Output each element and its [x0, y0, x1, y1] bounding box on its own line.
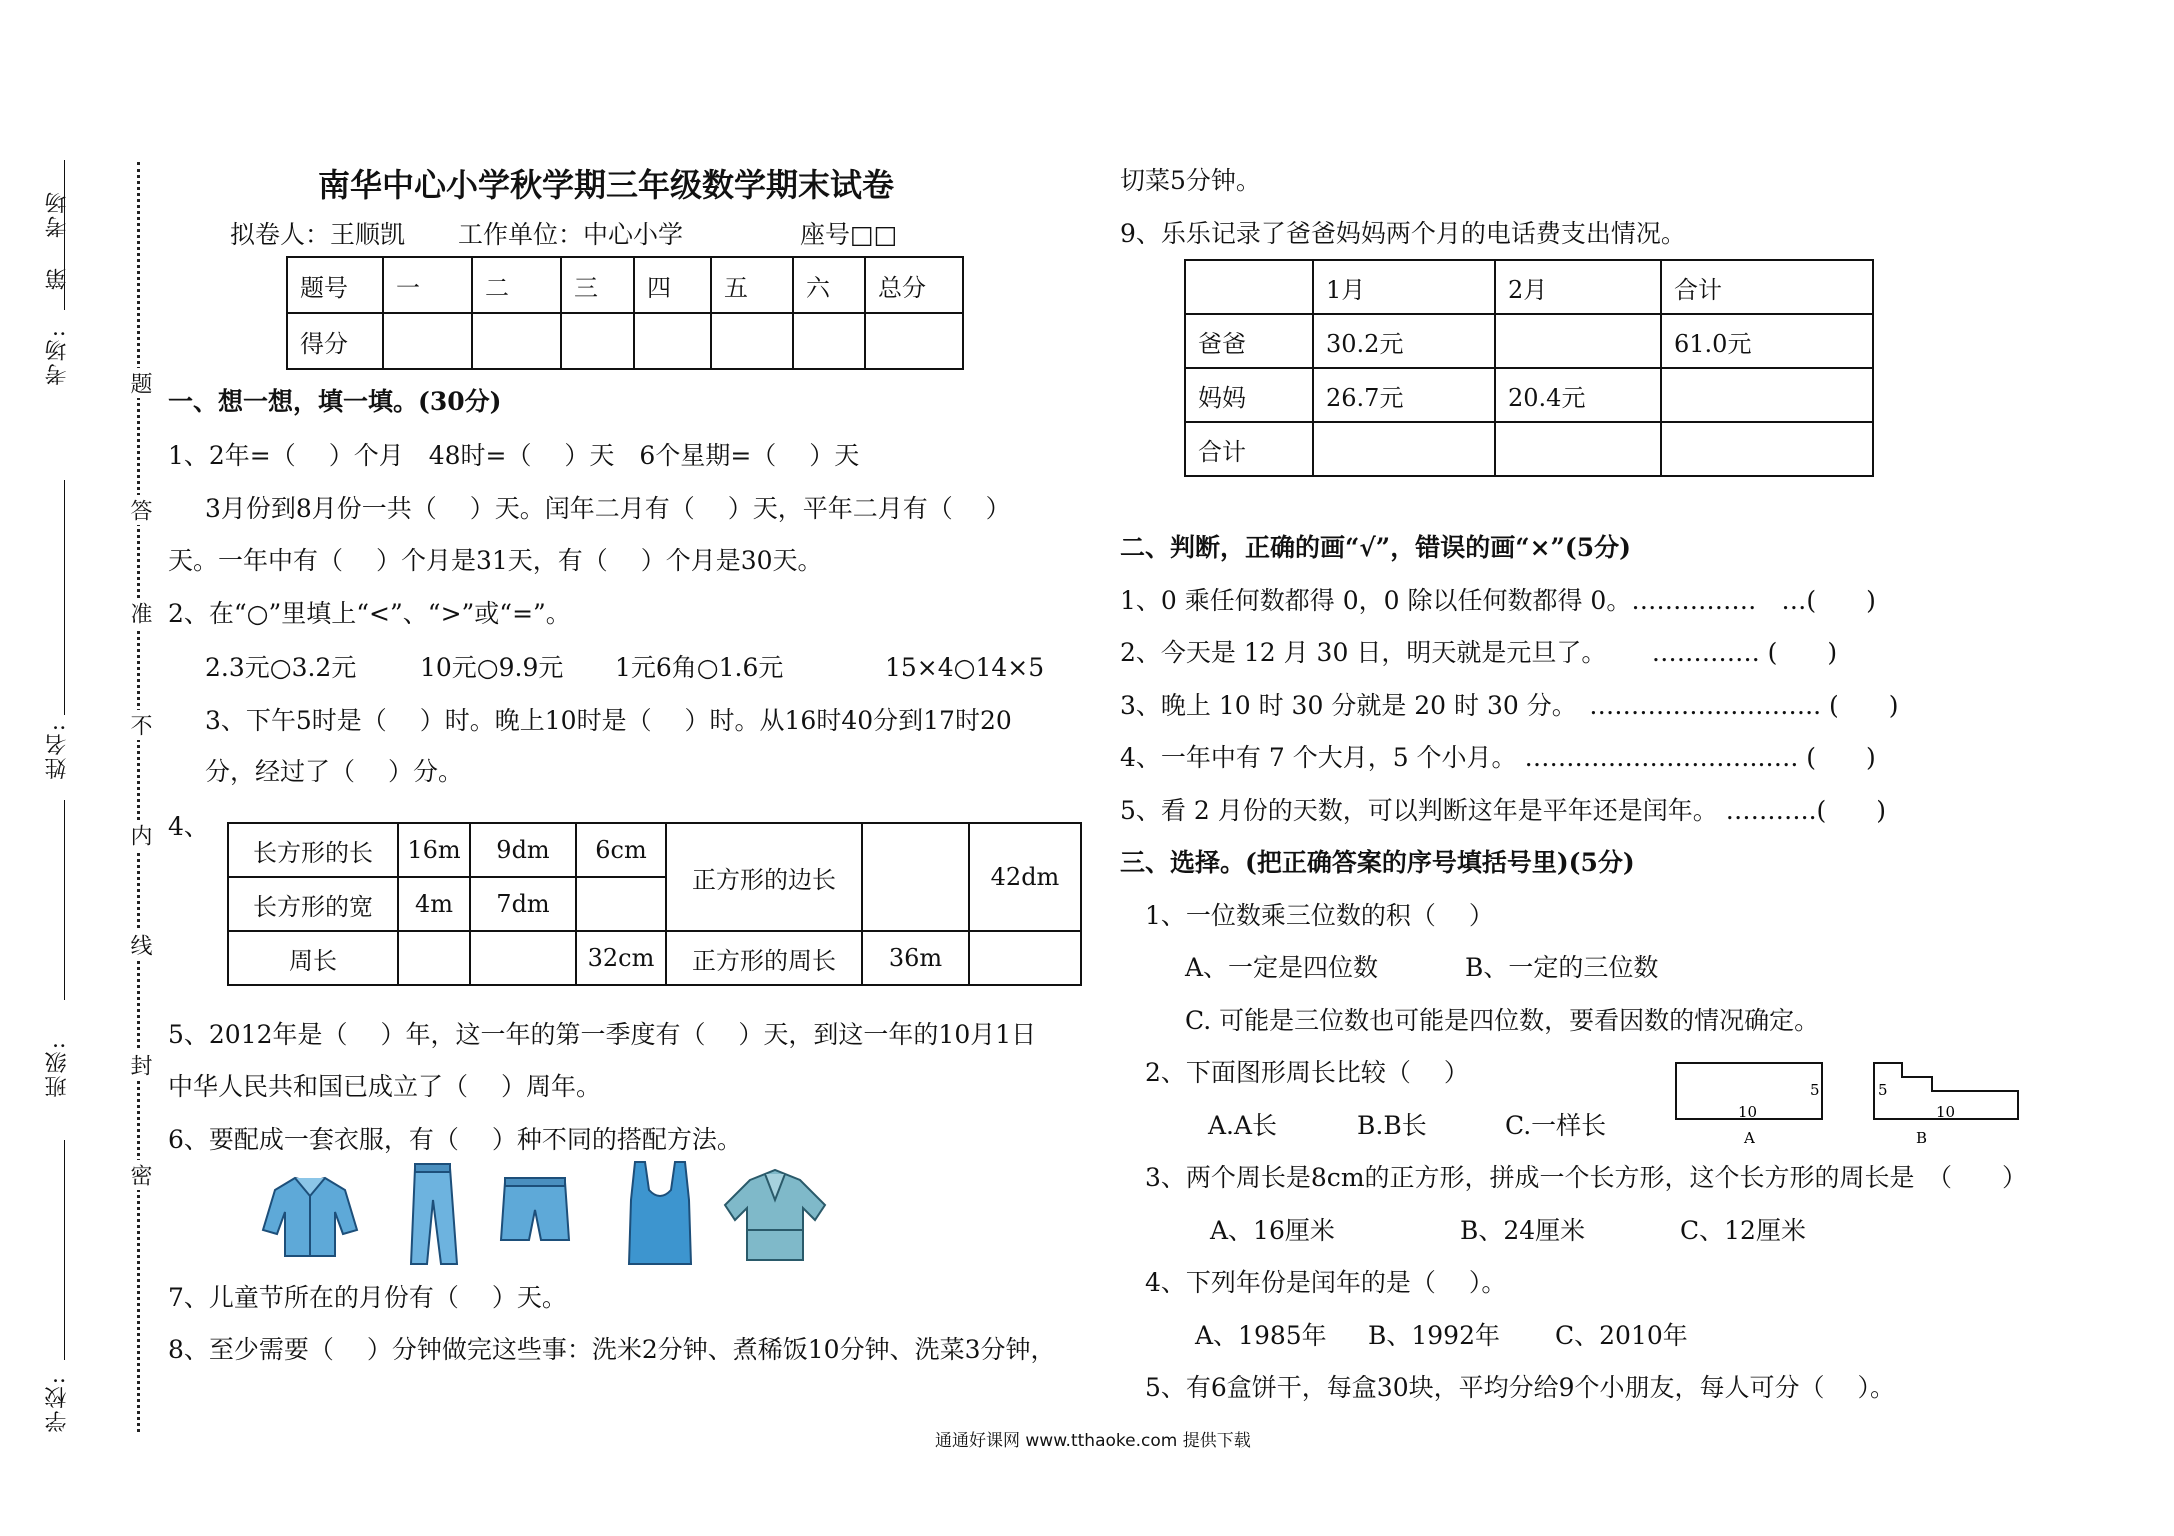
blank-line-4: [64, 1140, 65, 1360]
table-cell: 4m: [398, 877, 470, 931]
table-cell: 周长: [228, 931, 398, 985]
score-cell: 四: [634, 257, 711, 313]
question-2d: 15×4○14×5: [885, 653, 1045, 682]
blank-line-2: [64, 480, 65, 715]
table-cell: 9dm: [470, 823, 576, 877]
table-cell: 爸爸: [1185, 314, 1313, 368]
footer-credit: 通通好课网 www.tthaoke.com 提供下载: [935, 1431, 1251, 1451]
table-cell: 正方形的边长: [666, 823, 862, 931]
figure-b: [1874, 1063, 2018, 1147]
judge-2: 2、今天是 12 月 30 日，明天就是元旦了。 …………. ( ): [1120, 638, 1838, 667]
judge-4: 4、一年中有 7 个大月，5 个小月。 ………………………..…. ( ): [1120, 743, 1876, 772]
seal-char-6: 线: [124, 930, 155, 960]
question-2: 2、在“○”里填上“<”、“>”或“=”。: [168, 599, 571, 628]
question-5b: 中华人民共和国已成立了（ ）周年。: [168, 1072, 601, 1101]
coat-icon: [725, 1170, 825, 1260]
choice-1: 1、一位数乘三位数的积（ ）: [1145, 901, 1494, 930]
score-input[interactable]: [561, 313, 634, 369]
choice-3: 3、两个周长是8cm的正方形，拼成一个长方形，这个长方形的周长是 （ ）: [1145, 1163, 2028, 1192]
unit-label: 工作单位：中心小学: [458, 220, 684, 249]
table-cell: [1661, 422, 1873, 476]
score-cell: 总分: [865, 257, 963, 313]
score-input[interactable]: [634, 313, 711, 369]
binding-xingming: 姓名:: [45, 722, 70, 780]
table-cell: [862, 823, 969, 931]
choice-2c: C.一样长: [1505, 1111, 1607, 1140]
clothes-pictures: [235, 1160, 835, 1270]
seal-char-1: 题: [124, 368, 155, 398]
table-row: [228, 823, 1081, 877]
binding-di: 第: [45, 266, 70, 290]
table-cell: 长方形的长: [228, 823, 398, 877]
seal-char-4: 不: [124, 710, 155, 740]
choice-4: 4、下列年份是闰年的是（ ）。: [1145, 1268, 1507, 1297]
score-input[interactable]: [383, 313, 472, 369]
figure-a: [1676, 1063, 1822, 1147]
table-cell: [398, 931, 470, 985]
seal-char-7: 封: [124, 1050, 155, 1080]
setter-label: 拟卷人：王顺凯: [230, 220, 406, 249]
binding-xuexiao: 学校:: [45, 1375, 70, 1433]
choice-5: 5、有6盒饼干，每盒30块，平均分给9个小朋友，每人可分（ ）。: [1145, 1373, 1895, 1402]
question-8: 8、至少需要（ ）分钟做完这些事：洗米2分钟、煮稀饭10分钟、洗菜3分钟，: [168, 1335, 1056, 1364]
score-table: [286, 256, 964, 370]
seal-char-5: 内: [124, 820, 155, 850]
seal-dotted-line: [137, 162, 140, 1432]
score-input[interactable]: [865, 313, 963, 369]
table-row: [1185, 368, 1873, 422]
table-cell: 20.4元: [1495, 368, 1661, 422]
section-2-title: 二、判断，正确的画“√”，错误的画“×”(5分): [1120, 533, 1631, 562]
choice-2a: A.A长: [1208, 1111, 1278, 1140]
score-input[interactable]: [711, 313, 793, 369]
figure-b-label: B: [1916, 1129, 1928, 1147]
table-cell: 妈妈: [1185, 368, 1313, 422]
page-title: 南华中心小学秋学期三年级数学期末试卷: [318, 166, 895, 204]
table-cell: [969, 931, 1081, 985]
table-cell: 32cm: [576, 931, 666, 985]
table-cell: 长方形的宽: [228, 877, 398, 931]
binding-banji: 班级:: [45, 1040, 70, 1098]
table-cell: 正方形的周长: [666, 931, 862, 985]
choice-3c: C、12厘米: [1680, 1216, 1806, 1245]
question-2b: 10元○9.9元: [420, 653, 564, 682]
question-2c: 1元6角○1.6元: [615, 653, 784, 682]
seal-char-3: 准: [124, 598, 155, 628]
figure-a-label: A: [1744, 1129, 1755, 1147]
figure-a-height: 5: [1810, 1081, 1820, 1099]
table-cell: 6cm: [576, 823, 666, 877]
table-row: [228, 931, 1081, 985]
choice-3a: A、16厘米: [1210, 1216, 1335, 1245]
binding-kaochang2: 考场:: [45, 328, 70, 386]
table-cell: 26.7元: [1313, 368, 1495, 422]
perimeter-figures: [1670, 1055, 2030, 1150]
section-1-title: 一、想一想，填一填。(30分): [168, 387, 502, 416]
table-cell: [1313, 422, 1495, 476]
score-cell: 五: [711, 257, 793, 313]
choice-3b: B、24厘米: [1460, 1216, 1586, 1245]
seal-char-2: 答: [124, 495, 155, 525]
score-input[interactable]: [472, 313, 561, 369]
phone-bill-table: [1184, 259, 1874, 477]
question-2a: 2.3元○3.2元: [205, 653, 357, 682]
score-cell: 二: [472, 257, 561, 313]
score-cell: 六: [793, 257, 865, 313]
choice-4a: A、1985年: [1195, 1321, 1327, 1350]
question-4-label: 4、: [168, 812, 209, 841]
score-table-row: [287, 313, 963, 369]
question-9: 9、乐乐记录了爸爸妈妈两个月的电话费支出情况。: [1120, 219, 1686, 248]
shorts-icon: [501, 1178, 569, 1240]
score-cell: 题号: [287, 257, 383, 313]
jacket-icon: [263, 1178, 357, 1256]
table-cell: [1185, 260, 1313, 314]
choice-4b: B、1992年: [1368, 1321, 1500, 1350]
table-cell: 合计: [1661, 260, 1873, 314]
vest-icon: [629, 1162, 691, 1264]
choice-1c: C. 可能是三位数也可能是四位数，要看因数的情况确定。: [1185, 1006, 1820, 1035]
table-cell: 16m: [398, 823, 470, 877]
table-cell: [1495, 422, 1661, 476]
blank-line-1: [64, 160, 65, 310]
table-cell: 61.0元: [1661, 314, 1873, 368]
question-1c: 天。一年中有（ ）个月是31天，有（ ）个月是30天。: [168, 546, 823, 575]
question-8-cont: 切菜5分钟。: [1120, 166, 1261, 195]
seal-char-8: 密: [124, 1160, 155, 1190]
table-row: [1185, 422, 1873, 476]
table-cell: 36m: [862, 931, 969, 985]
blank-line-3: [64, 800, 65, 1000]
question-6: 6、要配成一套衣服，有（ ）种不同的搭配方法。: [168, 1125, 742, 1154]
choice-2: 2、下面图形周长比较（ ）: [1145, 1058, 1469, 1087]
table-cell: 7dm: [470, 877, 576, 931]
choice-2b: B.B长: [1357, 1111, 1427, 1140]
figure-b-width: 10: [1936, 1103, 1956, 1121]
question-1a: 1、2年=（ ）个月 48时=（ ）天 6个星期=（ ）天: [168, 441, 860, 470]
table-row: [1185, 260, 1873, 314]
question-3b: 分，经过了（ ）分。: [205, 757, 463, 786]
figure-b-height: 5: [1878, 1081, 1888, 1099]
figure-a-width: 10: [1738, 1103, 1758, 1121]
table-cell: 30.2元: [1313, 314, 1495, 368]
question-7: 7、儿童节所在的月份有（ ）天。: [168, 1283, 567, 1312]
judge-5: 5、看 2 月份的天数，可以判断这年是平年还是闰年。 ………..( ): [1120, 796, 1887, 825]
table-row: [1185, 314, 1873, 368]
choice-4c: C、2010年: [1555, 1321, 1688, 1350]
table-cell: 2月: [1495, 260, 1661, 314]
table-cell: [1495, 314, 1661, 368]
question-3a: 3、下午5时是（ ）时。晚上10时是（ ）时。从16时40分到17时20: [205, 706, 1012, 735]
table-cell: [576, 877, 666, 931]
question-1b: 3月份到8月份一共（ ）天。闰年二月有（ ）天，平年二月有（ ）: [205, 494, 1011, 523]
table-cell: [470, 931, 576, 985]
pants-icon: [411, 1164, 457, 1264]
judge-1: 1、0 乘任何数都得 0，0 除以任何数都得 0。…………… …( ): [1120, 586, 1876, 615]
section-3-title: 三、选择。(把正确答案的序号填括号里)(5分): [1120, 848, 1635, 877]
table-cell: 1月: [1313, 260, 1495, 314]
score-cell: 得分: [287, 313, 383, 369]
table-cell: 42dm: [969, 823, 1081, 931]
score-cell: 一: [383, 257, 472, 313]
choice-1b: B、一定的三位数: [1465, 953, 1659, 982]
choice-1a: A、一定是四位数: [1185, 953, 1379, 982]
table-cell: [1661, 368, 1873, 422]
table-cell: 合计: [1185, 422, 1313, 476]
question-5a: 5、2012年是（ ）年，这一年的第一季度有（ ）天，到这一年的10月1日: [168, 1020, 1037, 1049]
seat-label: 座号□□: [800, 220, 898, 249]
judge-3: 3、晚上 10 时 30 分就是 20 时 30 分。 ……………..……….. ( ): [1120, 691, 1899, 720]
score-table-row: [287, 257, 963, 313]
binding-kaochang: 考场: [45, 190, 70, 238]
score-cell: 三: [561, 257, 634, 313]
rectangle-table: [227, 822, 1082, 986]
score-input[interactable]: [793, 313, 865, 369]
